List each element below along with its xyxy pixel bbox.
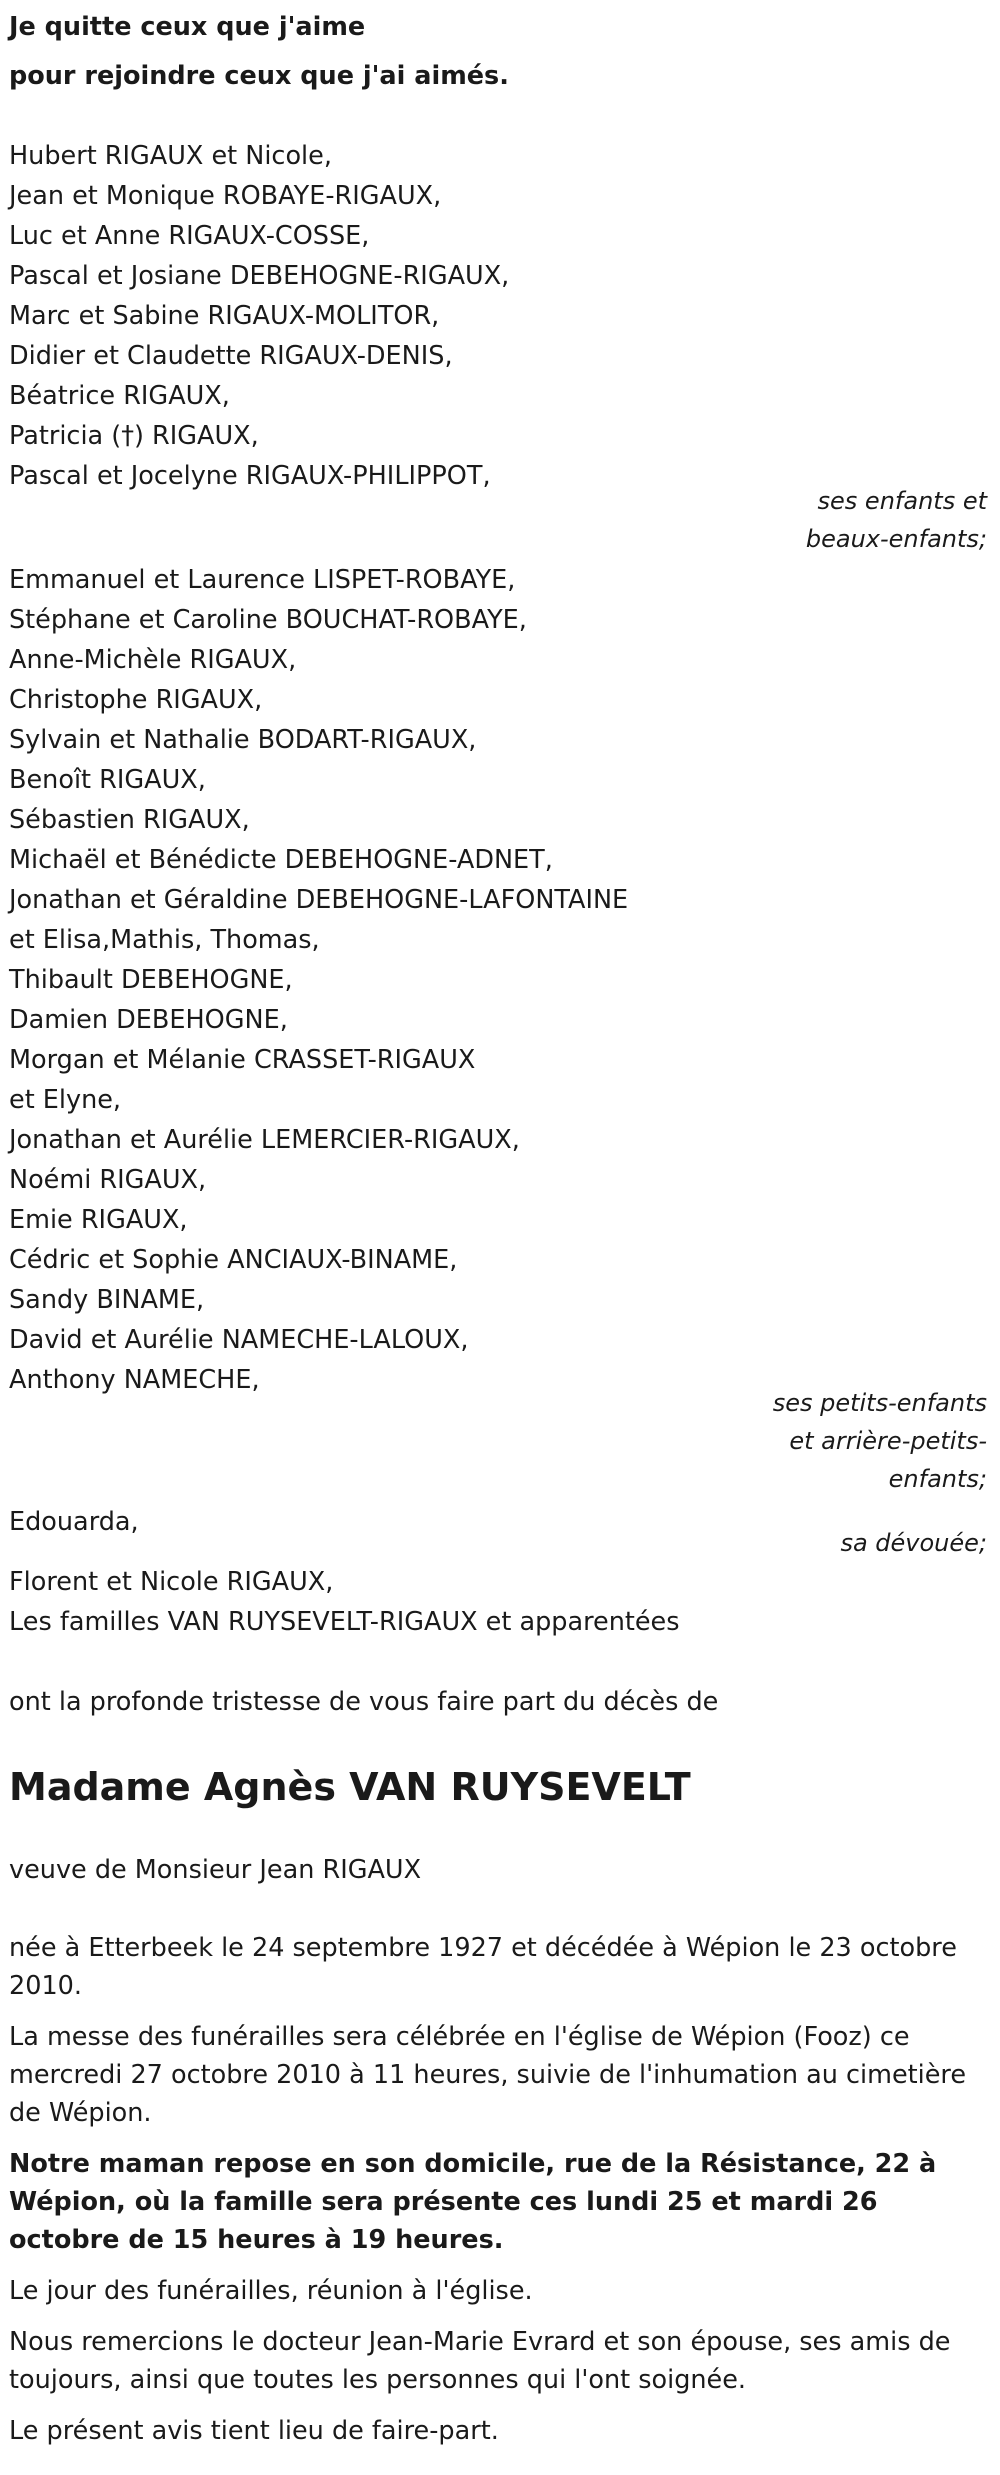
relationship-label: sa dévouée; <box>840 1529 987 1557</box>
family-member: et Elyne, <box>9 1085 122 1115</box>
announcement: ont la profonde tristesse de vous faire part du décès de <box>9 1687 719 1717</box>
family-member: Michaël et Bénédicte DEBEHOGNE-ADNET, <box>9 845 553 875</box>
family-member: Anthony NAMECHE, <box>9 1365 260 1395</box>
family-member: Les familles VAN RUYSEVELT-RIGAUX et apparentées <box>9 1607 680 1637</box>
family-member: Patricia (†) RIGAUX, <box>9 421 259 451</box>
family-member: Pascal et Josiane DEBEHOGNE-RIGAUX, <box>9 261 510 291</box>
family-member: et Elisa,Mathis, Thomas, <box>9 925 320 955</box>
family-member: Jonathan et Géraldine DEBEHOGNE-LAFONTAINE <box>9 885 629 915</box>
family-member: Jean et Monique ROBAYE-RIGAUX, <box>9 181 442 211</box>
family-member: David et Aurélie NAMECHE-LALOUX, <box>9 1325 469 1355</box>
thanks-paragraph: Nous remercions le docteur Jean-Marie Evrard et son épouse, ses amis de toujours, ainsi que toutes les personnes qui l'ont soignée. <box>9 2327 951 2395</box>
family-member: Jonathan et Aurélie LEMERCIER-RIGAUX, <box>9 1125 520 1155</box>
family-member: Edouarda, <box>9 1507 139 1537</box>
family-member: Damien DEBEHOGNE, <box>9 1005 288 1035</box>
relationship-label: et arrière-petits- <box>789 1427 987 1455</box>
family-member: Stéphane et Caroline BOUCHAT-ROBAYE, <box>9 605 527 635</box>
closing-paragraph: Le présent avis tient lieu de faire-part. <box>9 2416 499 2446</box>
family-member: Noémi RIGAUX, <box>9 1165 207 1195</box>
family-member: Anne-Michèle RIGAUX, <box>9 645 297 675</box>
relationship-label: ses enfants et <box>817 487 987 515</box>
visitation-paragraph: Notre maman repose en son domicile, rue de la Résistance, 22 à Wépion, où la famille sera présente ces lundi 25 et mardi 26 octobre de 15 heures à 19 heures. <box>9 2149 937 2255</box>
funeral-meeting-paragraph: Le jour des funérailles, réunion à l'église. <box>9 2276 533 2306</box>
family-member: Emmanuel et Laurence LISPET-ROBAYE, <box>9 565 516 595</box>
family-member: Didier et Claudette RIGAUX-DENIS, <box>9 341 453 371</box>
widow-of: veuve de Monsieur Jean RIGAUX <box>9 1855 422 1885</box>
relationship-label: beaux-enfants; <box>805 525 987 553</box>
family-member: Sandy BINAME, <box>9 1285 205 1315</box>
relationship-label: enfants; <box>888 1465 987 1493</box>
family-member: Florent et Nicole RIGAUX, <box>9 1567 334 1597</box>
family-member: Béatrice RIGAUX, <box>9 381 230 411</box>
birth-death-paragraph: née à Etterbeek le 24 septembre 1927 et décédée à Wépion le 23 octobre 2010. <box>9 1933 957 2001</box>
family-member: Cédric et Sophie ANCIAUX-BINAME, <box>9 1245 458 1275</box>
family-member: Thibault DEBEHOGNE, <box>9 965 293 995</box>
family-member: Sébastien RIGAUX, <box>9 805 250 835</box>
family-member: Sylvain et Nathalie BODART-RIGAUX, <box>9 725 477 755</box>
family-member: Pascal et Jocelyne RIGAUX-PHILIPPOT, <box>9 461 491 491</box>
family-member: Christophe RIGAUX, <box>9 685 263 715</box>
family-member: Hubert RIGAUX et Nicole, <box>9 141 332 171</box>
family-member: Emie RIGAUX, <box>9 1205 188 1235</box>
relationship-label: ses petits-enfants <box>772 1389 987 1417</box>
mass-paragraph: La messe des funérailles sera célébrée en l'église de Wépion (Fooz) ce mercredi 27 octobre 2010 à 11 heures, suivie de l'inhumation au cimetière de Wépion. <box>9 2022 967 2128</box>
family-member: Benoît RIGAUX, <box>9 765 206 795</box>
family-member: Luc et Anne RIGAUX-COSSE, <box>9 221 370 251</box>
epigraph-line: pour rejoindre ceux que j'ai aimés. <box>9 61 509 91</box>
epigraph-line: Je quitte ceux que j'aime <box>9 12 366 42</box>
family-member: Marc et Sabine RIGAUX-MOLITOR, <box>9 301 440 331</box>
deceased-name: Madame Agnès VAN RUYSEVELT <box>9 1765 691 1809</box>
family-member: Morgan et Mélanie CRASSET-RIGAUX <box>9 1045 476 1075</box>
